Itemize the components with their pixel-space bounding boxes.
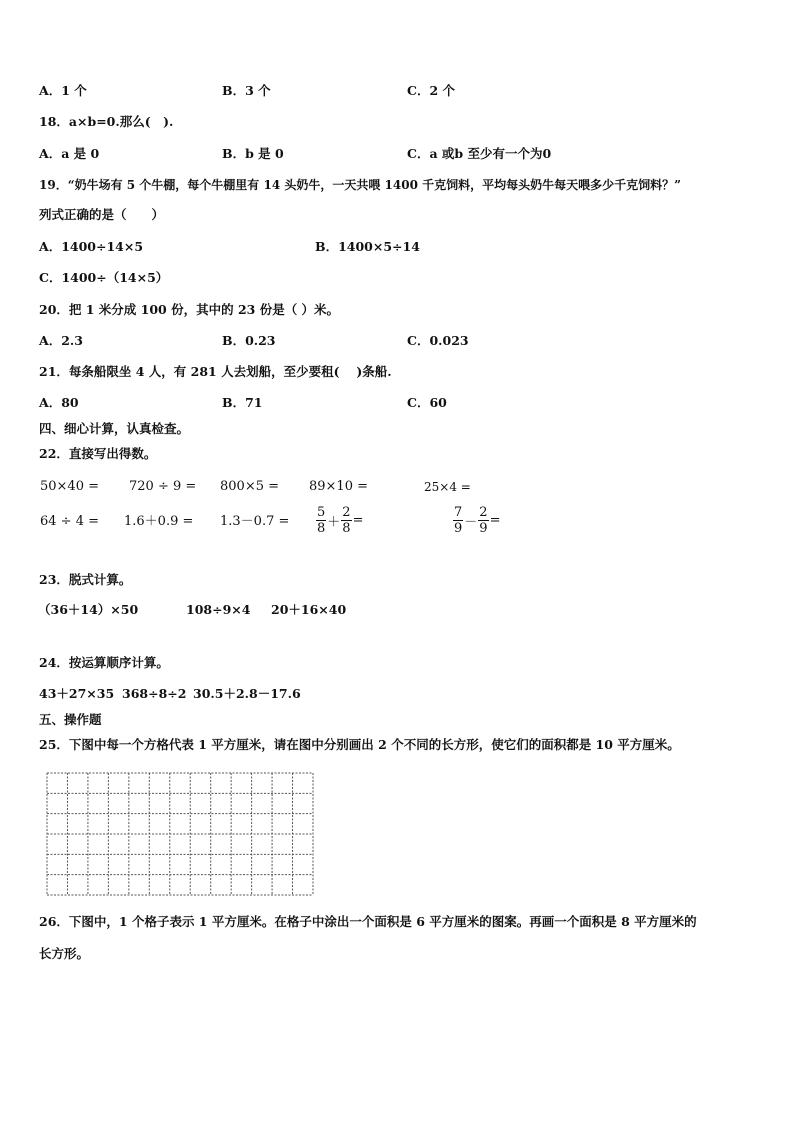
q22-calc: 1.6＋0.9 = bbox=[124, 514, 194, 529]
q18-option-c: C．a 或b 至少有一个为0 bbox=[407, 146, 552, 161]
q22-calc: 64 ÷ 4 = bbox=[40, 514, 99, 529]
q20-option-c: C．0.023 bbox=[407, 333, 469, 348]
q19-option-a: A．1400÷14×5 bbox=[39, 239, 144, 254]
q24-item: 30.5＋2.8－17.6 bbox=[193, 686, 301, 701]
q18-option-b: B．b 是 0 bbox=[222, 146, 284, 161]
q24-item: 368÷8÷2 bbox=[122, 686, 187, 701]
q20-stem: 20．把 1 米分成 100 份，其中的 23 份是（ ）米。 bbox=[39, 302, 340, 317]
q24-stem: 24．按运算顺序计算。 bbox=[39, 655, 169, 670]
q22-fraction-sum bbox=[315, 505, 363, 536]
numerator: 5 bbox=[317, 505, 326, 520]
q23-item: （36＋14）×50 bbox=[38, 602, 139, 617]
q22-stem: 22．直接写出得数。 bbox=[39, 446, 157, 461]
q22-fraction-diff bbox=[452, 505, 500, 536]
q17-option-c: C．2 个 bbox=[407, 83, 455, 98]
equals: = bbox=[352, 513, 364, 528]
q18-stem: 18．a×b=0.那么( ). bbox=[39, 114, 174, 129]
equals: = bbox=[489, 513, 501, 528]
q26-stem: 26．下图中，1 个格子表示 1 平方厘米。在格子中涂出一个面积是 6 平方厘米的图案。再画一个面积是 8 平方厘米的 bbox=[39, 914, 697, 929]
denominator: 9 bbox=[479, 521, 488, 536]
denominator: 9 bbox=[454, 521, 463, 536]
q22-calc: 720 ÷ 9 = bbox=[129, 479, 197, 494]
section-5-heading: 五、操作题 bbox=[39, 712, 102, 727]
denominator: 8 bbox=[317, 521, 326, 536]
q23-item: 108÷9×4 bbox=[186, 602, 251, 617]
section-4-heading: 四、细心计算，认真检查。 bbox=[39, 421, 190, 436]
denominator: 8 bbox=[342, 521, 351, 536]
q19-option-c: C．1400÷（14×5） bbox=[39, 270, 169, 285]
q17-option-b: B．3 个 bbox=[222, 83, 271, 98]
q20-option-a: A．2.3 bbox=[39, 333, 83, 348]
q21-stem: 21．每条船限坐 4 人，有 281 人去划船，至少要租( )条船. bbox=[39, 364, 392, 379]
q21-option-c: C．60 bbox=[407, 395, 447, 410]
q21-option-a: A．80 bbox=[39, 395, 79, 410]
q22-calc: 800×5 = bbox=[220, 479, 280, 494]
q26-stem-line2: 长方形。 bbox=[39, 946, 90, 961]
operator: － bbox=[464, 515, 478, 530]
numerator: 2 bbox=[342, 505, 351, 520]
q22-calc: 50×40 = bbox=[40, 479, 100, 494]
q19-stem-line2: 列式正确的是（ ） bbox=[39, 207, 165, 222]
q25-stem: 25．下图中每一个方格代表 1 平方厘米，请在图中分别画出 2 个不同的长方形，使它们的面积都是 10 平方厘米。 bbox=[39, 737, 680, 752]
operator: ＋ bbox=[327, 515, 341, 530]
q22-calc: 1.3－0.7 = bbox=[220, 514, 290, 529]
q22-calc: 25×4 = bbox=[424, 480, 471, 494]
q23-stem: 23．脱式计算。 bbox=[39, 572, 132, 587]
q22-calc: 89×10 = bbox=[309, 479, 369, 494]
q23-item: 20＋16×40 bbox=[271, 602, 347, 617]
q24-item: 43＋27×35 bbox=[39, 686, 115, 701]
q17-option-a: A．1 个 bbox=[39, 83, 87, 98]
q18-option-a: A．a 是 0 bbox=[39, 146, 100, 161]
square-grid[interactable] bbox=[45, 771, 315, 897]
q19-stem: 19．“奶牛场有 5 个牛棚，每个牛棚里有 14 头奶牛，一天共喂 1400 千克饲料，平均每头奶牛每天喂多少千克饲料？” bbox=[39, 178, 682, 192]
q21-option-b: B．71 bbox=[222, 395, 263, 410]
numerator: 7 bbox=[454, 505, 463, 520]
numerator: 2 bbox=[479, 505, 488, 520]
q19-option-b: B．1400×5÷14 bbox=[315, 239, 420, 254]
q20-option-b: B．0.23 bbox=[222, 333, 276, 348]
